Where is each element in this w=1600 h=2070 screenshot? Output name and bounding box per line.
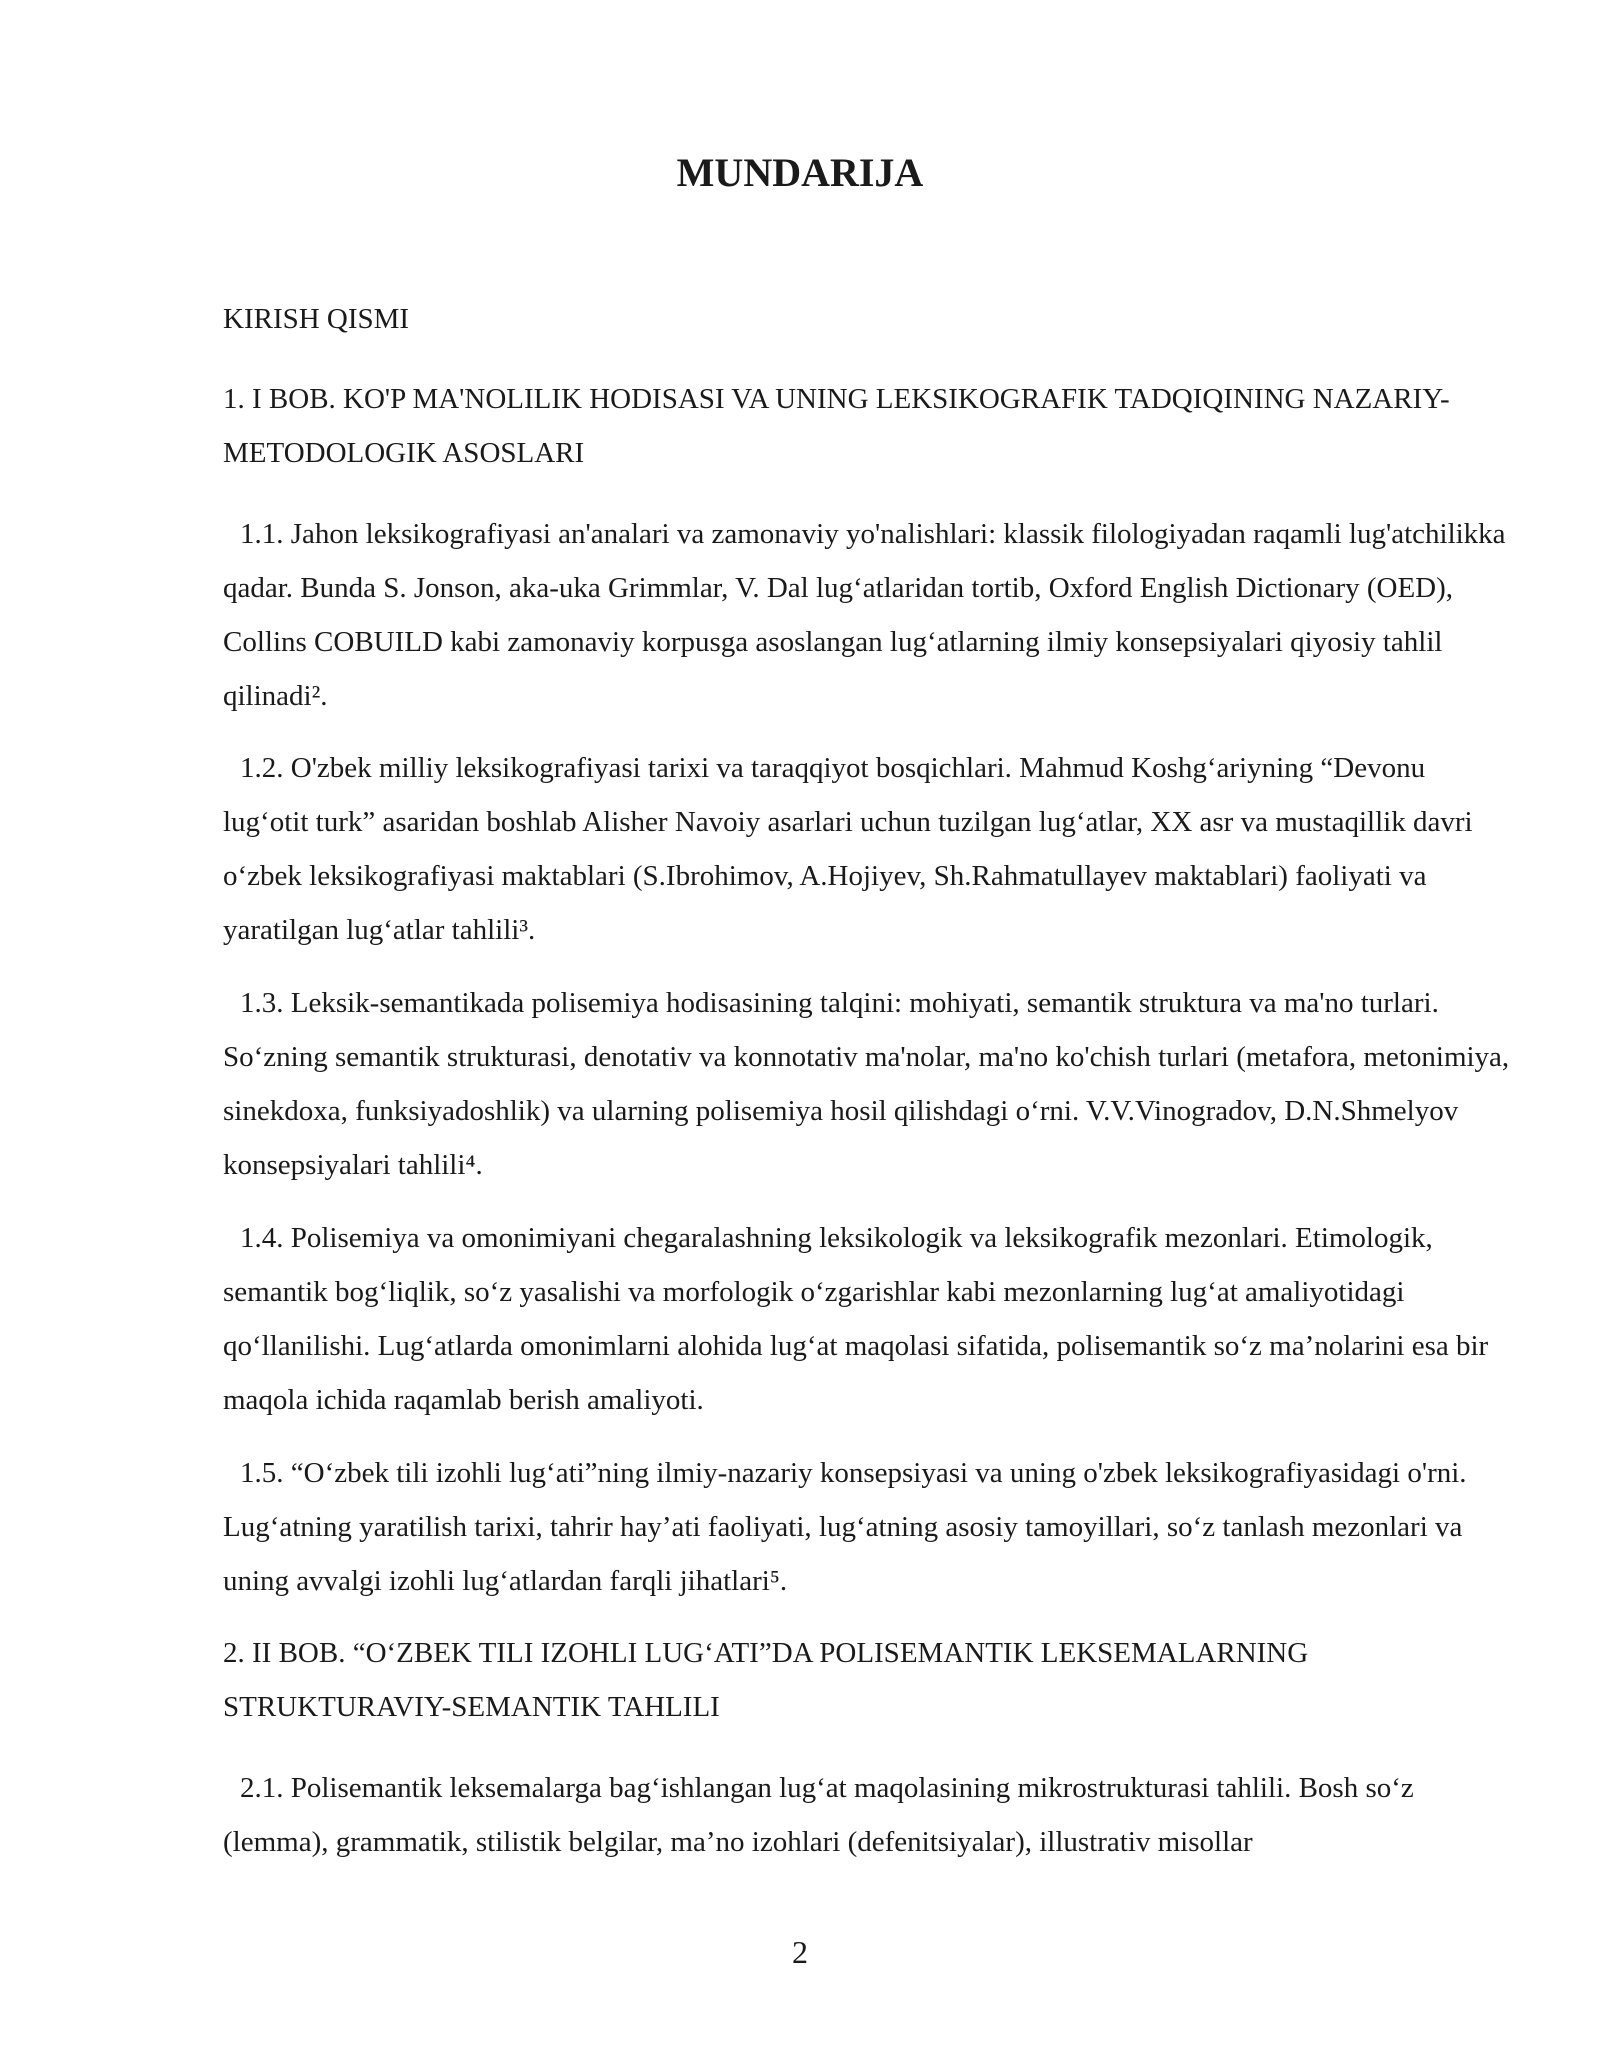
toc-section-2-1: 2.1. Polisemantik leksemalarga bag‘ishlangan lug‘at maqolasining mikrostrukturasi tahlili. Bosh so‘z (lemma), grammatik, stilistik belgilar, ma’no izohlari (defenitsiyalar), illustrativ misollar	[223, 1772, 1414, 1858]
toc-section-1-5: 1.5. “O‘zbek tili izohli lug‘ati”ning ilmiy-nazariy konsepsiyasi va uning o'zbek leksikografiyasidagi o'rni. Lug‘atning yaratilish tarixi, tahrir hay’ati faoliyati, lug‘atning asosiy tamoyillari, so‘z tanlash mezonlari va uning avvalgi izohli lug‘atlardan farqli jihatlari⁵.	[223, 1457, 1467, 1597]
toc-section-1-1: 1.1. Jahon leksikografiyasi an'analari va zamonaviy yo'nalishlari: klassik filologiyadan raqamli lug'atchilikka qadar. Bunda S. Jonson, aka-uka Grimmlar, V. Dal lug‘atlaridan tortib, Oxford English Dictionary (OED), Collins COBUILD kabi zamonaviy korpusga asoslangan lug‘atlarning ilmiy konsepsiyalari qiyosiy tahlil qilinadi².	[223, 518, 1506, 712]
toc-intro: KIRISH QISMI	[223, 303, 410, 335]
toc-chapter-2: 2. II BOB. “O‘ZBEK TILI IZOHLI LUG‘ATI”DA POLISEMANTIK LEKSEMALARNING STRUKTURAVIY-SEMANTIK TAHLILI	[223, 1637, 1309, 1723]
toc-section-1-2: 1.2. O'zbek milliy leksikografiyasi tarixi va taraqqiyot bosqichlari. Mahmud Koshg‘ariyning “Devonu lug‘otit turk” asaridan boshlab Alisher Navoiy asarlari uchun tuzilgan lug‘atlar, XX asr va mustaqillik davri o‘zbek leksikografiyasi maktablari (S.Ibrohimov, A.Hojiyev, Sh.Rahmatullayev maktablari) faoliyati va yaratilgan lug‘atlar tahlili³.	[223, 752, 1473, 946]
toc-section-1-3: 1.3. Leksik-semantikada polisemiya hodisasining talqini: mohiyati, semantik struktura va ma'no turlari. So‘zning semantik strukturasi, denotativ va konnotativ ma'nolar, ma'no ko'chish turlari (metafora, metonimiya, sinekdoxa, funksiyadoshlik) va ularning polisemiya hosil qilishdagi o‘rni. V.V.Vinogradov, D.N.Shmelyov konsepsiyalari tahlili⁴.	[223, 987, 1510, 1181]
toc-section-1-4: 1.4. Polisemiya va omonimiyani chegaralashning leksikologik va leksikografik mezonlari. Etimologik, semantik bog‘liqlik, so‘z yasalishi va morfologik o‘zgarishlar kabi mezonlarning lug‘at amaliyotidagi qo‘llanilishi. Lug‘atlarda omonimlarni alohida lug‘at maqolasi sifatida, polisemantik so‘z ma’nolarini esa bir maqola ichida raqamlab berish amaliyoti.	[223, 1222, 1489, 1416]
toc-chapter-1: 1. I BOB. KO'P MA'NOLILIK HODISASI VA UNING LEKSIKOGRAFIK TADQIQINING NAZARIY-METODOLOGIK ASOSLARI	[223, 383, 1450, 469]
page-number: 2	[792, 1934, 808, 1970]
page-title: MUNDARIJA	[676, 150, 924, 195]
